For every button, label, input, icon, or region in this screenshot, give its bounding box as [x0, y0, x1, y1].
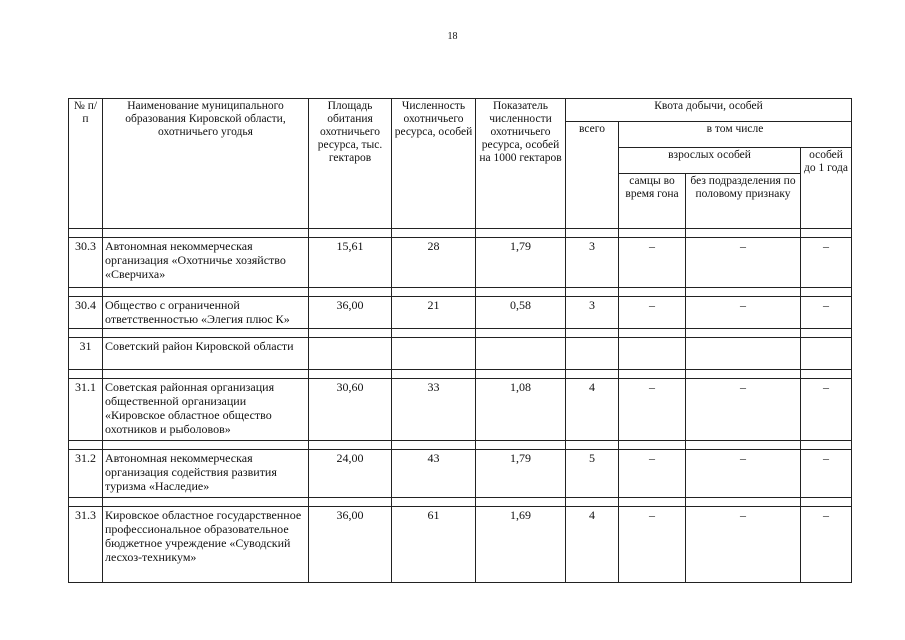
cell-area: 36,00 [309, 297, 392, 329]
cell-density: 1,69 [476, 507, 566, 583]
header-total: всего [566, 122, 619, 229]
cell-population: 43 [392, 450, 476, 498]
cell-males: – [619, 507, 686, 583]
table-header [69, 99, 852, 229]
cell-total: 3 [566, 238, 619, 288]
cell-males: – [619, 238, 686, 288]
cell-name: Кировское областное государственное профессиональное образовательное бюджетное учреждение «Суводский лесхоз-техникум» [103, 507, 309, 583]
cell-population: 21 [392, 297, 476, 329]
cell-name: Советская районная организация общественной организации «Кировское областное общество охотников и рыболовов» [103, 379, 309, 441]
cell-total: 3 [566, 297, 619, 329]
table-body [69, 229, 852, 583]
header-quota: Квота добычи, особей [566, 99, 852, 122]
header-body-gap [69, 229, 852, 238]
header-young: особей до 1 года [801, 148, 852, 229]
cell-no: 30.3 [69, 238, 103, 288]
table-row [69, 379, 852, 441]
table-row [69, 238, 852, 288]
cell-density: 1,79 [476, 238, 566, 288]
header-including: в том числе [619, 122, 852, 148]
cell-name: Общество с ограниченной ответственностью «Элегия плюс К» [103, 297, 309, 329]
cell-no-sex: – [686, 450, 801, 498]
cell-population: 28 [392, 238, 476, 288]
cell-males: – [619, 450, 686, 498]
page-number: 18 [447, 31, 458, 42]
cell-total [566, 338, 619, 370]
hunting-quota-table [68, 98, 852, 583]
cell-density [476, 338, 566, 370]
cell-young: – [801, 507, 852, 583]
cell-young: – [801, 450, 852, 498]
cell-males: – [619, 297, 686, 329]
row-gap [69, 441, 852, 450]
cell-name: Автономная некоммерческая организация «Охотничье хозяйство «Сверчиха» [103, 238, 309, 288]
cell-density: 1,79 [476, 450, 566, 498]
cell-area: 15,61 [309, 238, 392, 288]
cell-area: 36,00 [309, 507, 392, 583]
cell-no-sex: – [686, 238, 801, 288]
header-no: № п/п [69, 99, 103, 229]
cell-density: 1,08 [476, 379, 566, 441]
cell-no: 30.4 [69, 297, 103, 329]
row-gap [69, 288, 852, 297]
header-population: Численность охотничьего ресурса, особей [392, 99, 476, 229]
header-area: Площадь обитания охотничьего ресурса, тыс. гектаров [309, 99, 392, 229]
cell-young [801, 338, 852, 370]
table-row [69, 507, 852, 583]
cell-name: Автономная некоммерческая организация содействия развития туризма «Наследие» [103, 450, 309, 498]
cell-no: 31.2 [69, 450, 103, 498]
cell-males [619, 338, 686, 370]
cell-population: 61 [392, 507, 476, 583]
header-males: самцы во время гона [619, 174, 686, 229]
cell-no-sex: – [686, 379, 801, 441]
cell-no-sex [686, 338, 801, 370]
cell-no-sex: – [686, 507, 801, 583]
header-name: Наименование муниципального образования Кировской области, охотничьего угодья [103, 99, 309, 229]
cell-total: 5 [566, 450, 619, 498]
row-gap [69, 329, 852, 338]
cell-area [309, 338, 392, 370]
cell-no: 31 [69, 338, 103, 370]
row-gap [69, 498, 852, 507]
header-adults: взрослых особей [619, 148, 801, 174]
cell-name: Советский район Кировской области [103, 338, 309, 370]
row-gap [69, 370, 852, 379]
cell-population: 33 [392, 379, 476, 441]
header-no-sex-division: без подразделения по половому признаку [686, 174, 801, 229]
cell-no-sex: – [686, 297, 801, 329]
cell-density: 0,58 [476, 297, 566, 329]
table-row [69, 450, 852, 498]
cell-total: 4 [566, 379, 619, 441]
cell-males: – [619, 379, 686, 441]
cell-young: – [801, 297, 852, 329]
cell-area: 24,00 [309, 450, 392, 498]
table-row [69, 338, 852, 370]
cell-total: 4 [566, 507, 619, 583]
cell-population [392, 338, 476, 370]
cell-area: 30,60 [309, 379, 392, 441]
cell-young: – [801, 238, 852, 288]
table-row [69, 297, 852, 329]
cell-no: 31.1 [69, 379, 103, 441]
cell-young: – [801, 379, 852, 441]
header-density: Показатель численности охотничьего ресурса, особей на 1000 гектаров [476, 99, 566, 229]
cell-no: 31.3 [69, 507, 103, 583]
